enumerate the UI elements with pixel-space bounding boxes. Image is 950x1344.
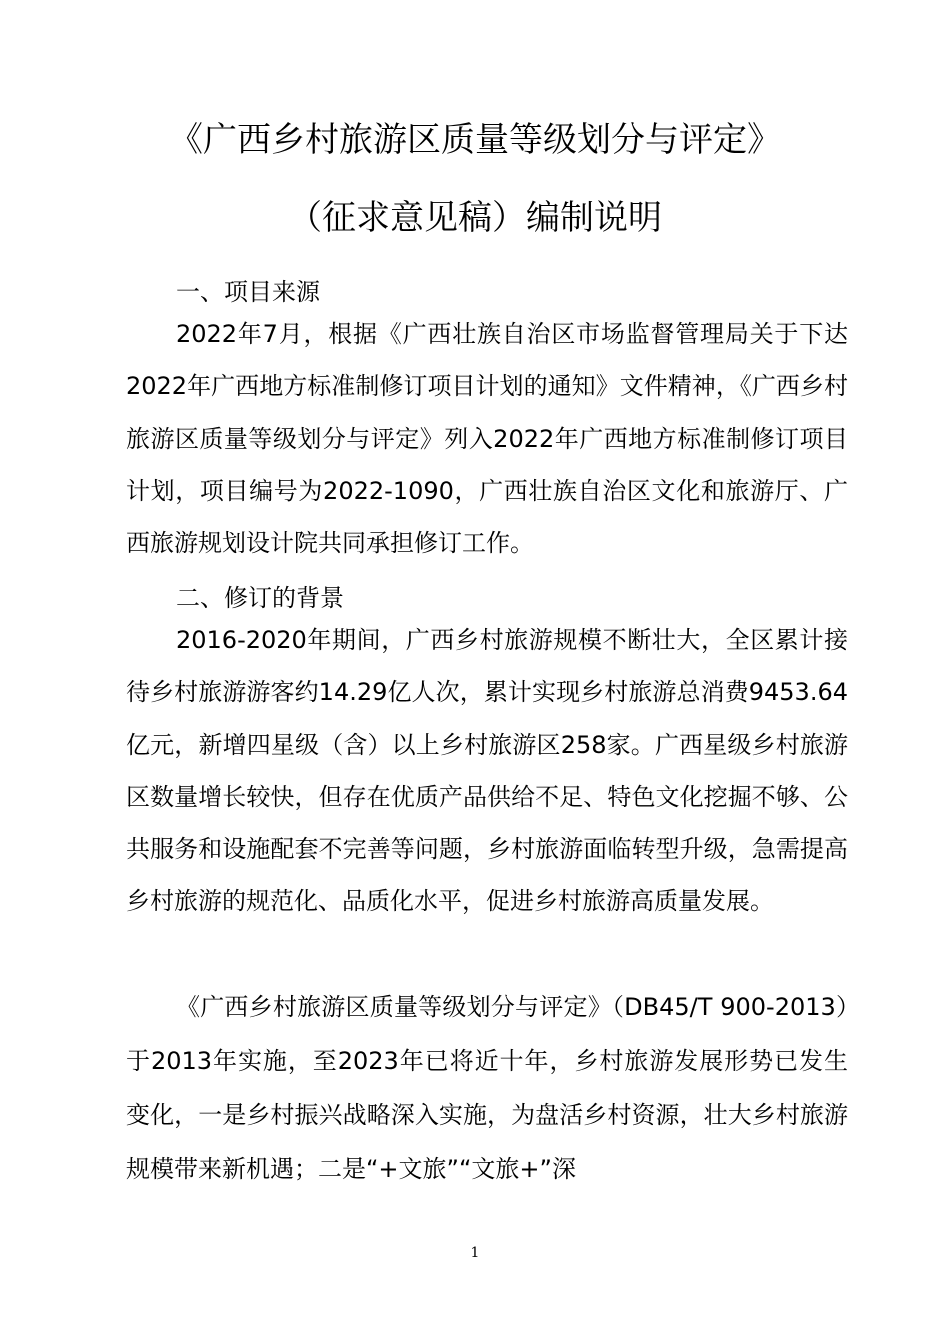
section2-paragraph-2 [126, 980, 848, 1196]
section1-heading: 一、项目来源 [176, 278, 320, 306]
section1-paragraph-text: 2022年7月，根据《广西壮族自治区市场监督管理局关于下达2022年广西地方标准制修订项目计划的通知》文件精神，《广西乡村旅游区质量等级划分与评定》列入2022年广西地方标准制修订项目计划，项目编号为2022-1090，广西壮族自治区文化和旅游厅、广西旅游规划设计院共同承担修订工作。 [126, 320, 848, 558]
section2-paragraph-1 [126, 614, 848, 928]
section1-paragraph [126, 308, 848, 569]
document-title-line1: 《广西乡村旅游区质量等级划分与评定》 [169, 120, 781, 160]
section2-paragraph-2-text: 《广西乡村旅游区质量等级划分与评定》（DB45/T 900-2013）于2013年实施，至2023年已将近十年，乡村旅游发展形势已发生变化，一是乡村振兴战略深入实施，为盘活乡村资源，壮大乡村旅游规模带来新机遇；二是“+文旅”“文旅+”深 [126, 993, 848, 1183]
document-title-line2: （征求意见稿）编制说明 [288, 198, 662, 238]
page-number: 1 [470, 1245, 480, 1261]
section2-heading: 二、修订的背景 [176, 584, 344, 612]
section2-paragraph-1-text: 2016-2020年期间，广西乡村旅游规模不断壮大，全区累计接待乡村旅游游客约14.29亿人次，累计实现乡村旅游总消费9453.64亿元，新增四星级（含）以上乡村旅游区258家。广西星级乡村旅游区数量增长较快，但存在优质产品供给不足、特色文化挖掘不够、公共服务和设施配套不完善等问题，乡村旅游面临转型升级，急需提高乡村旅游的规范化、品质化水平，促进乡村旅游高质量发展。 [126, 626, 848, 916]
